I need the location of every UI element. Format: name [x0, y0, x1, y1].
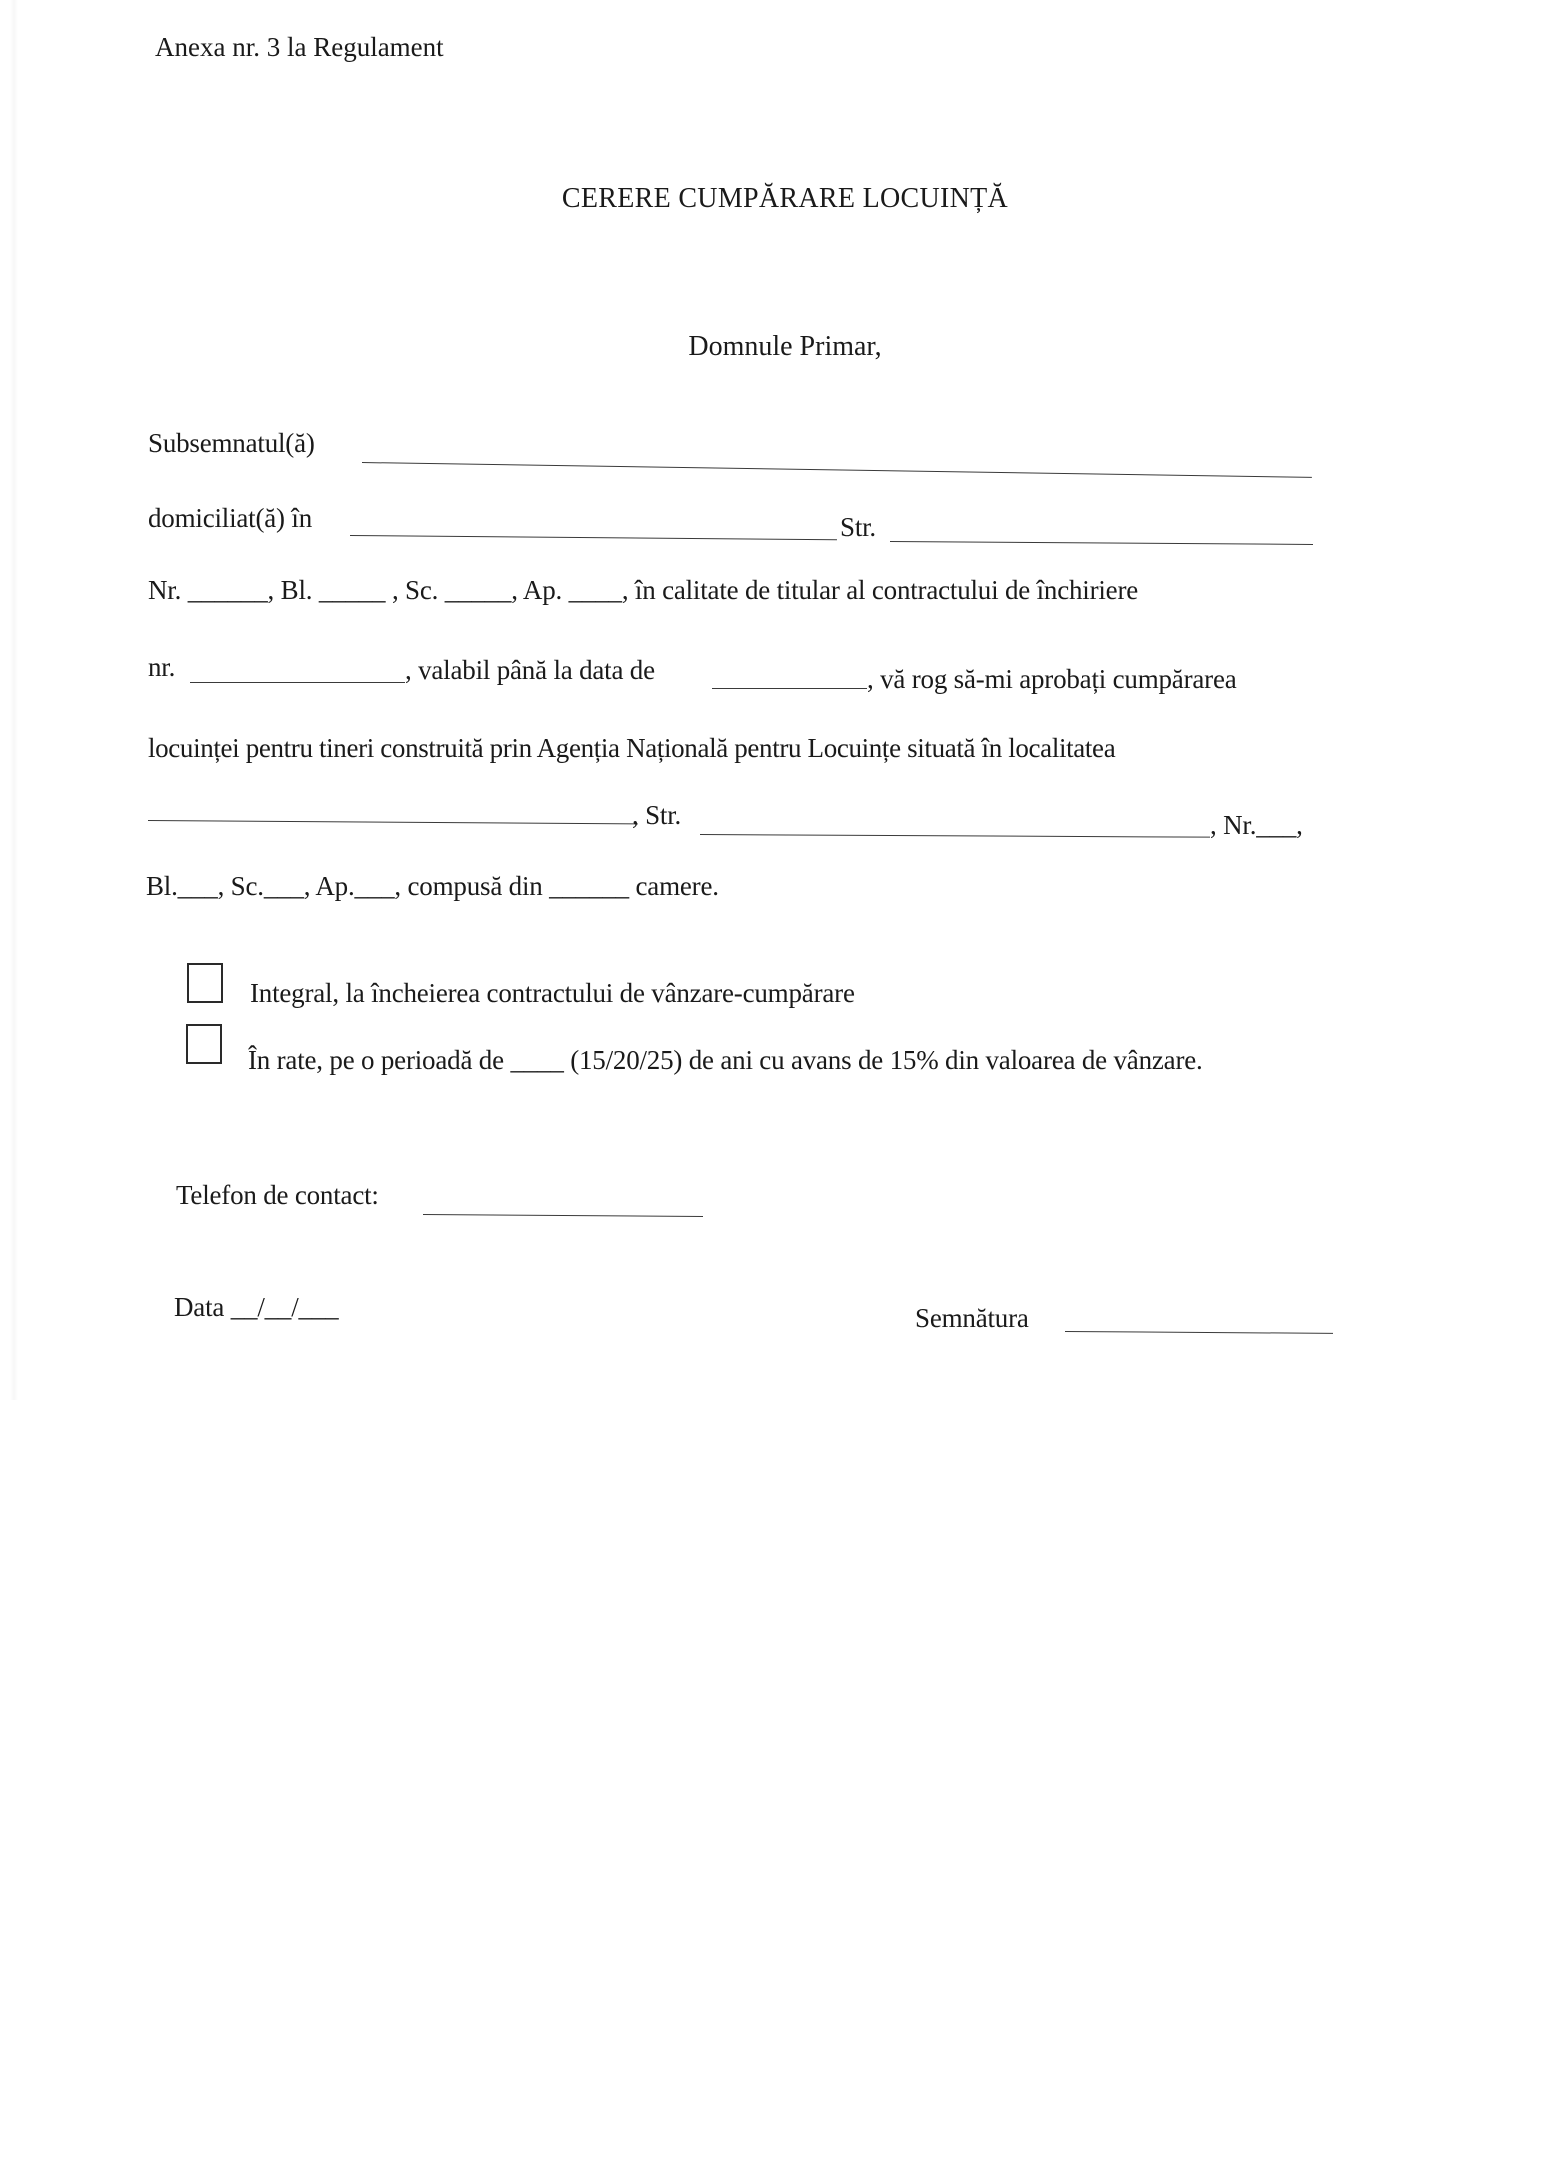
domicile-field[interactable] [350, 535, 837, 540]
dwelling-bl-label: Bl. [146, 871, 178, 901]
lease-holder-text: , în calitate de titular al contractului de închiriere [621, 575, 1139, 605]
dwelling-ap-field[interactable]: ___ [354, 871, 395, 901]
applicant-name-label: Subsemnatul(ă) [148, 428, 315, 458]
locality-field[interactable] [148, 820, 638, 824]
payment-integral-label: Integral, la încheierea contractului de vânzare-cumpărare [250, 978, 855, 1008]
dwelling-nr-row [1210, 810, 1303, 841]
payment-installments-checkbox[interactable] [186, 1024, 222, 1064]
dwelling-sc-field[interactable]: ___ [263, 871, 304, 901]
salutation: Domnule Primar, [688, 331, 882, 362]
installments-suffix: (15/20/25) de ani cu avans de 15% din valoarea de vânzare. [570, 1045, 1203, 1075]
sc-label: , Sc. [391, 575, 439, 605]
ap-label: , Ap. [511, 575, 563, 605]
comma: , [1296, 810, 1303, 840]
domicile-label: domiciliat(ă) în [148, 503, 312, 533]
phone-label: Telefon de contact: [176, 1180, 379, 1210]
dwelling-sc-label: , Sc. [217, 871, 264, 901]
dwelling-ap-label: , Ap. [303, 871, 355, 901]
dwelling-nr-field[interactable]: ___ [1256, 810, 1297, 840]
nr-field[interactable]: ______ [187, 575, 268, 605]
rooms-suffix: camere. [635, 871, 719, 901]
dwelling-street-label: , Str. [632, 800, 682, 830]
dwelling-street-field[interactable] [700, 834, 1210, 838]
installments-prefix: În rate, pe o perioadă de [248, 1045, 504, 1075]
signature-field[interactable] [1065, 1331, 1333, 1334]
document-title: CERERE CUMPĂRARE LOCUINȚĂ [561, 183, 1009, 214]
dwelling-description: locuinței pentru tineri construită prin Agenția Națională pentru Locuințe situată în localitatea [148, 733, 1116, 763]
date-label: Data [174, 1292, 225, 1322]
valid-until-label: , valabil până la data de [405, 655, 655, 685]
date-row [174, 1292, 338, 1323]
sc-field[interactable]: _____ [444, 575, 512, 605]
street-field[interactable] [890, 541, 1313, 545]
payment-installments-row [248, 1045, 1203, 1076]
payment-integral-checkbox[interactable] [187, 963, 223, 1003]
street-label: Str. [840, 512, 876, 542]
rooms-label: , compusă din [394, 871, 543, 901]
valid-until-field[interactable] [712, 688, 867, 689]
dwelling-details-row [146, 871, 719, 902]
nr-label: Nr. [148, 575, 182, 605]
address-details-row [148, 575, 1138, 606]
signature-label: Semnătura [915, 1303, 1029, 1333]
dwelling-bl-field[interactable]: ___ [177, 871, 218, 901]
annex-label: Anexa nr. 3 la Regulament [155, 32, 444, 62]
contract-nr-field[interactable] [190, 682, 405, 683]
date-field[interactable]: __/__/___ [230, 1292, 339, 1322]
contract-nr-label: nr. [148, 652, 176, 682]
dwelling-nr-label: , Nr. [1210, 810, 1257, 840]
rooms-field[interactable]: ______ [549, 871, 629, 901]
ap-field[interactable]: ____ [568, 575, 622, 605]
bl-label: , Bl. [267, 575, 313, 605]
installments-period-field[interactable]: ____ [510, 1045, 564, 1075]
bl-field[interactable]: _____ [318, 575, 386, 605]
phone-field[interactable] [423, 1214, 703, 1217]
applicant-name-field[interactable] [362, 462, 1312, 478]
request-text: , vă rog să-mi aprobați cumpărarea [867, 664, 1237, 694]
